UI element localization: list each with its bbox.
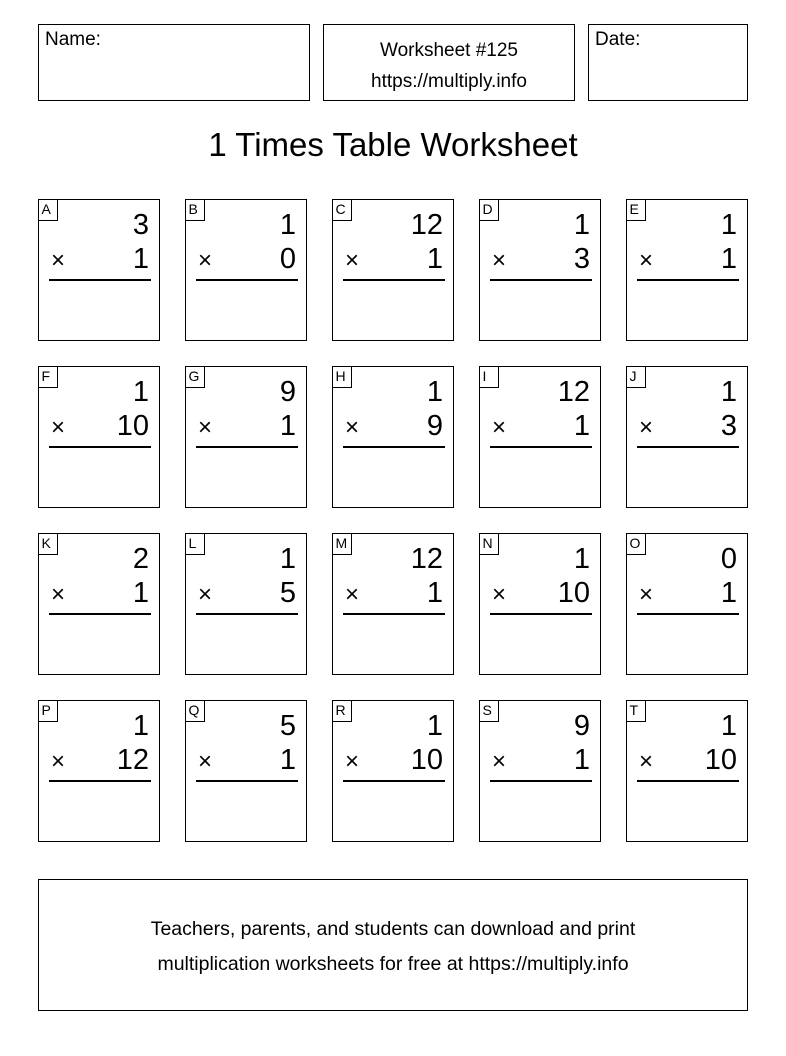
problem-card[interactable] [479, 700, 601, 842]
multiplier: 5 [279, 577, 296, 609]
multiplier: 1 [720, 577, 737, 609]
multiplicand: 9 [573, 710, 590, 742]
multiply-sign: × [198, 748, 213, 775]
problem-card[interactable] [626, 533, 748, 675]
multiply-sign: × [639, 581, 654, 608]
multiply-sign: × [345, 748, 360, 775]
answer-line [343, 446, 445, 448]
multiplicand: 1 [279, 209, 296, 241]
name-label: Name: [45, 29, 101, 50]
problem-letter: E [626, 199, 646, 221]
multiply-sign: × [51, 247, 66, 274]
multiplier: 1 [279, 410, 296, 442]
multiplicand: 12 [410, 543, 443, 575]
answer-line [49, 780, 151, 782]
multiplicand: 12 [410, 209, 443, 241]
multiplier: 1 [132, 577, 149, 609]
multiply-sign: × [198, 581, 213, 608]
problem-card[interactable] [626, 366, 748, 508]
answer-line [49, 279, 151, 281]
problem-letter: I [479, 366, 499, 388]
multiplier: 1 [426, 243, 443, 275]
problem-letter: Q [185, 700, 205, 722]
multiplier: 10 [557, 577, 590, 609]
multiplier: 0 [279, 243, 296, 275]
problem-letter: H [332, 366, 352, 388]
multiplicand: 1 [720, 376, 737, 408]
problem-letter: K [38, 533, 58, 555]
problem-card[interactable] [185, 366, 307, 508]
answer-line [343, 780, 445, 782]
multiply-sign: × [198, 414, 213, 441]
answer-line [637, 613, 739, 615]
problem-card[interactable] [332, 700, 454, 842]
multiplier: 10 [410, 744, 443, 776]
multiply-sign: × [639, 748, 654, 775]
problem-letter: C [332, 199, 352, 221]
multiplier: 9 [426, 410, 443, 442]
answer-line [49, 613, 151, 615]
multiply-sign: × [345, 581, 360, 608]
problem-card[interactable] [185, 199, 307, 341]
multiplier: 1 [426, 577, 443, 609]
footer-line-1: Teachers, parents, and students can download and print [150, 918, 636, 940]
name-field-box[interactable] [38, 24, 310, 101]
footer-box [38, 879, 748, 1011]
multiplicand: 1 [426, 376, 443, 408]
multiply-sign: × [51, 581, 66, 608]
problem-card[interactable] [332, 366, 454, 508]
date-field-box[interactable] [588, 24, 748, 101]
problem-letter: F [38, 366, 58, 388]
date-label: Date: [595, 29, 641, 50]
answer-line [490, 613, 592, 615]
answer-line [49, 446, 151, 448]
problem-letter: T [626, 700, 646, 722]
problem-letter: G [185, 366, 205, 388]
multiplicand: 12 [557, 376, 590, 408]
problem-letter: S [479, 700, 499, 722]
multiply-sign: × [51, 748, 66, 775]
multiplier: 3 [720, 410, 737, 442]
worksheet-number: Worksheet #125 [379, 40, 518, 61]
answer-line [343, 613, 445, 615]
multiplicand: 1 [132, 376, 149, 408]
problem-card[interactable] [332, 533, 454, 675]
multiply-sign: × [345, 414, 360, 441]
problem-card[interactable] [185, 533, 307, 675]
worksheet-info-box [323, 24, 575, 101]
multiplicand: 1 [132, 710, 149, 742]
multiplier: 1 [720, 243, 737, 275]
multiply-sign: × [492, 748, 507, 775]
multiply-sign: × [492, 581, 507, 608]
multiplier: 1 [573, 410, 590, 442]
problem-card[interactable] [38, 366, 160, 508]
multiplier: 1 [573, 744, 590, 776]
answer-line [196, 446, 298, 448]
problem-letter: A [38, 199, 58, 221]
problem-letter: N [479, 533, 499, 555]
problem-letter: O [626, 533, 646, 555]
problem-letter: D [479, 199, 499, 221]
multiplier: 10 [704, 744, 737, 776]
multiplier: 12 [116, 744, 149, 776]
multiplicand: 0 [720, 543, 737, 575]
answer-line [196, 279, 298, 281]
multiply-sign: × [492, 414, 507, 441]
problem-letter: P [38, 700, 58, 722]
multiplicand: 1 [573, 209, 590, 241]
multiplicand: 3 [132, 209, 149, 241]
problem-letter: B [185, 199, 205, 221]
answer-line [637, 446, 739, 448]
multiply-sign: × [51, 414, 66, 441]
multiplicand: 1 [720, 710, 737, 742]
answer-line [490, 279, 592, 281]
multiplicand: 1 [720, 209, 737, 241]
problem-letter: L [185, 533, 205, 555]
problem-letter: M [332, 533, 352, 555]
problem-card[interactable] [626, 700, 748, 842]
multiplicand: 1 [279, 543, 296, 575]
multiplier: 3 [573, 243, 590, 275]
problem-card[interactable] [479, 366, 601, 508]
problem-card[interactable] [479, 533, 601, 675]
multiplicand: 1 [426, 710, 443, 742]
problem-card[interactable] [38, 533, 160, 675]
answer-line [196, 613, 298, 615]
multiplicand: 5 [279, 710, 296, 742]
problem-card[interactable] [185, 700, 307, 842]
footer-line-2: multiplication worksheets for free at https://multiply.info [157, 953, 629, 975]
answer-line [490, 780, 592, 782]
multiplier: 1 [132, 243, 149, 275]
page-title: 1 Times Table Worksheet [208, 126, 578, 163]
multiply-sign: × [639, 247, 654, 274]
multiplicand: 2 [132, 543, 149, 575]
multiply-sign: × [198, 247, 213, 274]
problem-card[interactable] [332, 199, 454, 341]
multiplicand: 9 [279, 376, 296, 408]
problem-card[interactable] [626, 199, 748, 341]
answer-line [343, 279, 445, 281]
problem-card[interactable] [38, 199, 160, 341]
multiply-sign: × [639, 414, 654, 441]
multiplier: 1 [279, 744, 296, 776]
problem-letter: R [332, 700, 352, 722]
problem-card[interactable] [38, 700, 160, 842]
answer-line [490, 446, 592, 448]
multiply-sign: × [492, 247, 507, 274]
multiplicand: 1 [573, 543, 590, 575]
answer-line [637, 279, 739, 281]
multiply-sign: × [345, 247, 360, 274]
worksheet-url: https://multiply.info [371, 71, 527, 92]
problem-card[interactable] [479, 199, 601, 341]
answer-line [637, 780, 739, 782]
multiplier: 10 [116, 410, 149, 442]
answer-line [196, 780, 298, 782]
problem-letter: J [626, 366, 646, 388]
